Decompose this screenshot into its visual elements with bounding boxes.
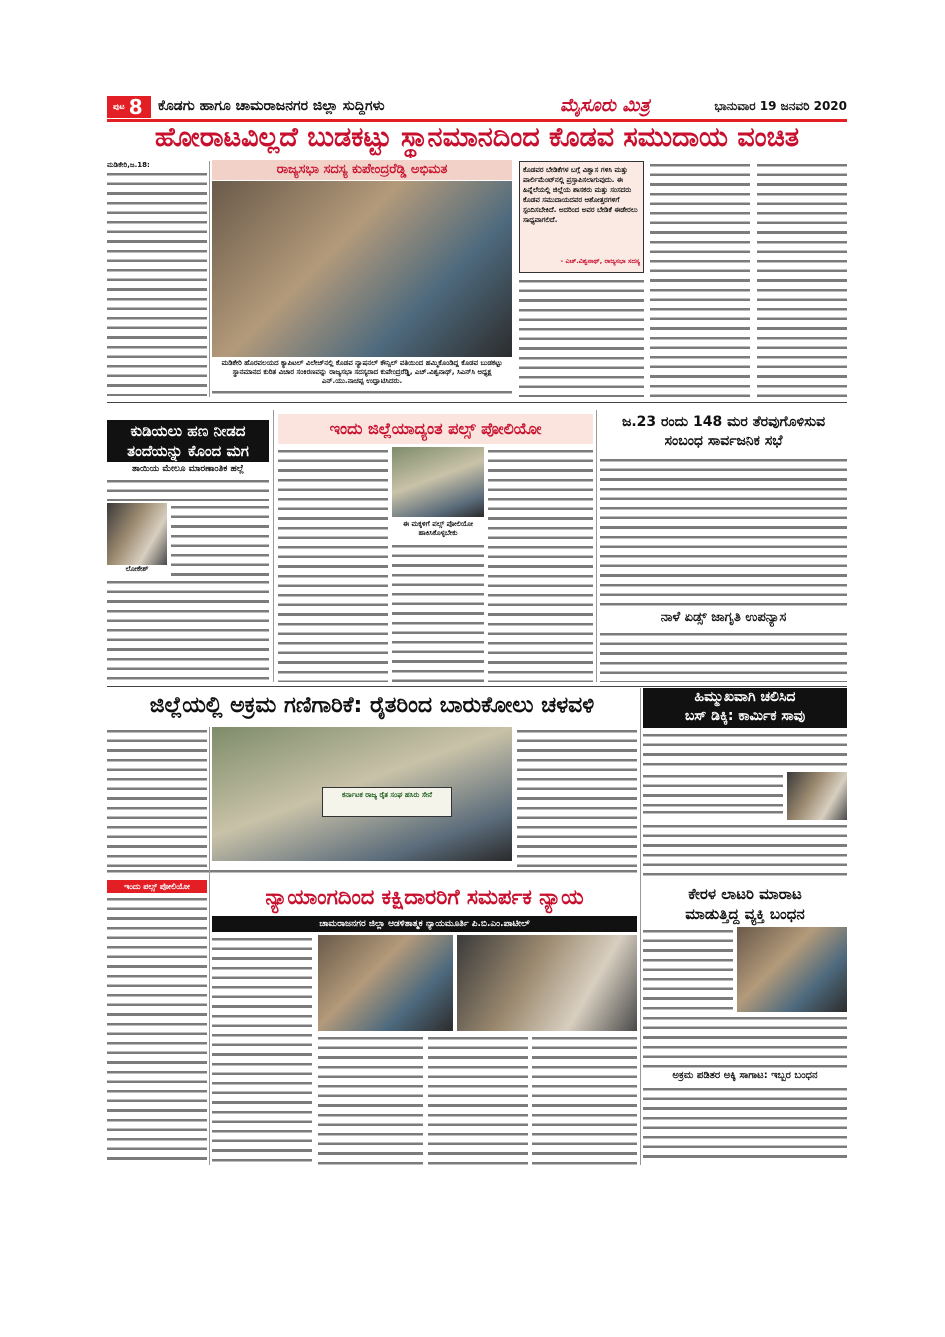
page-number-badge	[107, 96, 151, 118]
section-divider-2	[107, 686, 847, 687]
son-story-subhead: ತಾಯಿಯ ಮೇಲೂ ಮಾರಣಾಂತಿಕ ಹಲ್ಲೆ	[132, 464, 244, 474]
son-story-headline	[107, 420, 269, 462]
meeting-text	[600, 456, 847, 608]
aids-talk-headline: ನಾಳೆ ಏಡ್ಸ್ ಜಾಗೃತಿ ಉಪನ್ಯಾಸ	[660, 610, 787, 625]
polio-text-col3	[488, 447, 593, 682]
lottery-text-top	[643, 927, 733, 1012]
lead-article-col4	[519, 277, 644, 397]
today-polio-label: ಇಂದು ಪಲ್ಸ್ ಪೋಲಿಯೋ	[107, 880, 207, 893]
polio-text-col2	[392, 542, 484, 682]
lottery-headline-line2: ಮಾಡುತ್ತಿದ್ದ ವ್ಯಕ್ತಿ ಬಂಧನ	[685, 905, 805, 923]
justice-text-col3	[428, 1034, 528, 1165]
justice-text-col1	[212, 935, 312, 1165]
justice-headline: ನ್ಯಾಯಾಂಗದಿಂದ ಕಕ್ಷಿದಾರರಿಗೆ ಸಮರ್ಪಕ ನ್ಯಾಯ	[265, 885, 584, 909]
son-story-text-right	[171, 503, 269, 577]
page-number: 8	[128, 95, 143, 119]
col-rule	[596, 410, 597, 682]
son-headline-line2: ತಂದೆಯನ್ನು ಕೊಂದ ಮಗ	[127, 442, 249, 460]
bus-text-top	[643, 731, 847, 771]
polio-text-col1	[278, 447, 388, 682]
lead-subhead: ರಾಜ್ಯಸಭಾ ಸದಸ್ಯ ಕುಪೇಂದ್ರರೆಡ್ಡಿ ಅಭಿಮತ	[212, 160, 512, 180]
protest-banner: ಕರ್ನಾಟಕ ರಾಜ್ಯ ರೈತ ಸಂಘ ಹಸಿರು ಸೇನೆ	[322, 787, 452, 817]
lead-article-col1	[107, 161, 207, 397]
aids-talk-text	[600, 630, 847, 682]
meeting-headline-line1: ಜ.23 ರಂದು 148 ಮರ ತೆರವುಗೊಳಿಸುವ	[621, 414, 826, 430]
justice-text-col4	[532, 1034, 637, 1165]
justice-text-col2	[318, 1034, 423, 1165]
bus-text-mid	[643, 772, 783, 807]
section-divider	[107, 402, 847, 403]
lead-headline: ಹೋರಾಟವಿಲ್ಲದೆ ಬುಡಕಟ್ಟು ಸ್ಥಾನಮಾನದಿಂದ ಕೊಡವ ಸಮುದಾಯ ವಂಚಿತ	[154, 122, 800, 153]
lead-photo-caption: ಮಡಿಕೇರಿ ಹೊರವಲಯದ ಕ್ಯಾಪಿಟಲ್ ವಿಲೇಜ್‌ನಲ್ಲಿ ಕೊಡವ ನ್ಯಾಷನಲ್ ಕೌನ್ಸಿಲ್ ವತಿಯಿಂದ ಹಮ್ಮಿಕೊಂಡಿದ್ದ ಕೊಡವ ಬುಡಕಟ್ಟು ಸ್ಥಾನಮಾನದ ಕುರಿತ ವಿಚಾರ ಸಂಕಿರಣವನ್ನು ರಾಜ್ಯಸಭಾ ಸದಸ್ಯರಾದ ಕುಪೇಂದ್ರರೆಡ್ಡಿ, ಎಚ್.ವಿಶ್ವನಾಥ್, ಸಿಎನ್‌ಸಿ ಅಧ್ಯಕ್ಷ ಎನ್.ಯು.ನಾಚಪ್ಪ ಉದ್ಘಾಟಿಸಿದರು.	[221, 359, 503, 385]
quote-box	[519, 161, 644, 273]
polio-headline: ಇಂದು ಜಿಲ್ಲೆಯಾದ್ಯಂತ ಪಲ್ಸ್ ಪೋಲಿಯೋ	[278, 414, 593, 444]
victim-photo	[787, 772, 847, 820]
farmers-text-col3	[517, 727, 637, 867]
lead-dateline: ಮಡಿಕೇರಿ,ಜ.18:	[107, 161, 150, 169]
col-rule	[273, 410, 274, 682]
farmers-headline: ಜಿಲ್ಲೆಯಲ್ಲಿ ಅಕ್ರಮ ಗಣಿಗಾರಿಕೆ: ರೈತರಿಂದ ಬಾರುಕೋಲು ಚಳವಳಿ	[149, 693, 595, 718]
rice-smuggling-headline: ಅಕ್ರಮ ಪಡಿತರ ಅಕ್ಕಿ ಸಾಗಾಟ: ಇಬ್ಬರ ಬಂಧನ	[672, 1070, 818, 1081]
col-rule	[209, 727, 210, 1165]
bus-headline-line2: ಬಸ್ ಡಿಕ್ಕಿ: ಕಾರ್ಮಿಕ ಸಾವು	[684, 708, 806, 724]
quote-text: ಕೊಡವರ ಬೇಡಿಕೆಗಳ ಬಗ್ಗೆ ವಿಶ್ವಾಸ ಗಳಿಸಿ ಮತ್ತು ಪಾರ್ಲಿಮೆಂಟ್‌ನಲ್ಲಿ ಪ್ರಸ್ತಾಪಿಸಲಾಗುವುದು. ಈ ಹಿನ್ನೆಲೆಯಲ್ಲಿ ಜಿಲ್ಲೆಯ ಶಾಸಕರು ಮತ್ತು ಸಂಸದರು ಕೊಡವ ಸಮುದಾಯದವರ ಆಶೋತ್ತರಗಳಿಗೆ ಸ್ಪಂದಿಸಬೇಕಿದೆ. ಅದರಿಂದ ಅವರ ಬೇಡಿಕೆ ಈಡೇರಲು ಸಾಧ್ಯವಾಗಲಿದೆ.	[523, 166, 638, 224]
lottery-photo	[737, 927, 847, 1012]
rice-smuggling-text	[643, 1085, 847, 1165]
farmers-protest-photo	[212, 727, 512, 861]
farmers-text-bottom	[107, 867, 637, 877]
son-story-intro	[107, 477, 269, 501]
bus-headline	[643, 688, 847, 728]
justice-photo-1	[318, 935, 453, 1031]
page-label: ಪುಟ	[113, 102, 125, 111]
son-story-text-bottom	[107, 578, 269, 682]
meeting-headline-line2: ಸಂಬಂಧ ಸಾರ್ವಜನಿಕ ಸಭೆ	[664, 433, 783, 449]
lottery-headline-line1: ಕೇರಳ ಲಾಟರಿ ಮಾರಾಟ	[688, 885, 802, 903]
lottery-text-bottom	[643, 1014, 847, 1068]
bus-text-mid2	[643, 808, 783, 820]
today-polio-text	[107, 895, 207, 1165]
lead-body-text	[107, 170, 207, 396]
polio-photo	[392, 447, 484, 517]
bus-headline-line1: ಹಿಮ್ಮುಖವಾಗಿ ಚಲಿಸಿದ	[694, 689, 796, 705]
brand-logo: ಮೈಸೂರು ಮಿತ್ರ	[560, 95, 650, 116]
lead-article-bottom	[212, 388, 512, 397]
meeting-headline	[600, 413, 847, 453]
lead-article-col6	[757, 161, 847, 397]
lead-article-col5	[650, 161, 750, 397]
accused-photo	[107, 503, 167, 565]
lead-photo	[212, 181, 512, 357]
lottery-headline	[643, 884, 847, 924]
accused-photo-caption: ಲೋಕೇಶ್	[125, 565, 149, 573]
polio-photo-caption: ಈ ಮಕ್ಕಳಿಗೆ ಪಲ್ಸ್ ಪೋಲಿಯೋ ಹಾಕಿಸಿಕೊಳ್ಳಬೇಕು	[402, 520, 474, 537]
bus-text-bottom	[643, 822, 847, 882]
col-rule	[640, 688, 641, 1165]
farmers-text-col1	[107, 727, 207, 867]
son-headline-line1: ಕುಡಿಯಲು ಹಣ ನೀಡದ	[130, 422, 246, 440]
justice-subhead: ಚಾಮರಾಜನಗರ ಜಿಲ್ಲಾ ಆಡಳಿತಾತ್ಮಕ ನ್ಯಾಯಮೂರ್ತಿ ಪಿ.ಬಿ.ಎಂ.ಪಾಟೀಲ್	[212, 916, 637, 932]
quote-author: - ಎಚ್.ವಿಶ್ವನಾಥ್, ರಾಜ್ಯಸಭಾ ಸದಸ್ಯ	[560, 257, 640, 265]
section-title: ಕೊಡಗು ಹಾಗೂ ಚಾಮರಾಜನಗರ ಜಿಲ್ಲಾ ಸುದ್ದಿಗಳು	[158, 98, 385, 114]
issue-date: ಭಾನುವಾರ 19 ಜನವರಿ 2020	[714, 99, 847, 113]
justice-photo-2	[457, 935, 637, 1031]
col-rule	[209, 161, 210, 397]
